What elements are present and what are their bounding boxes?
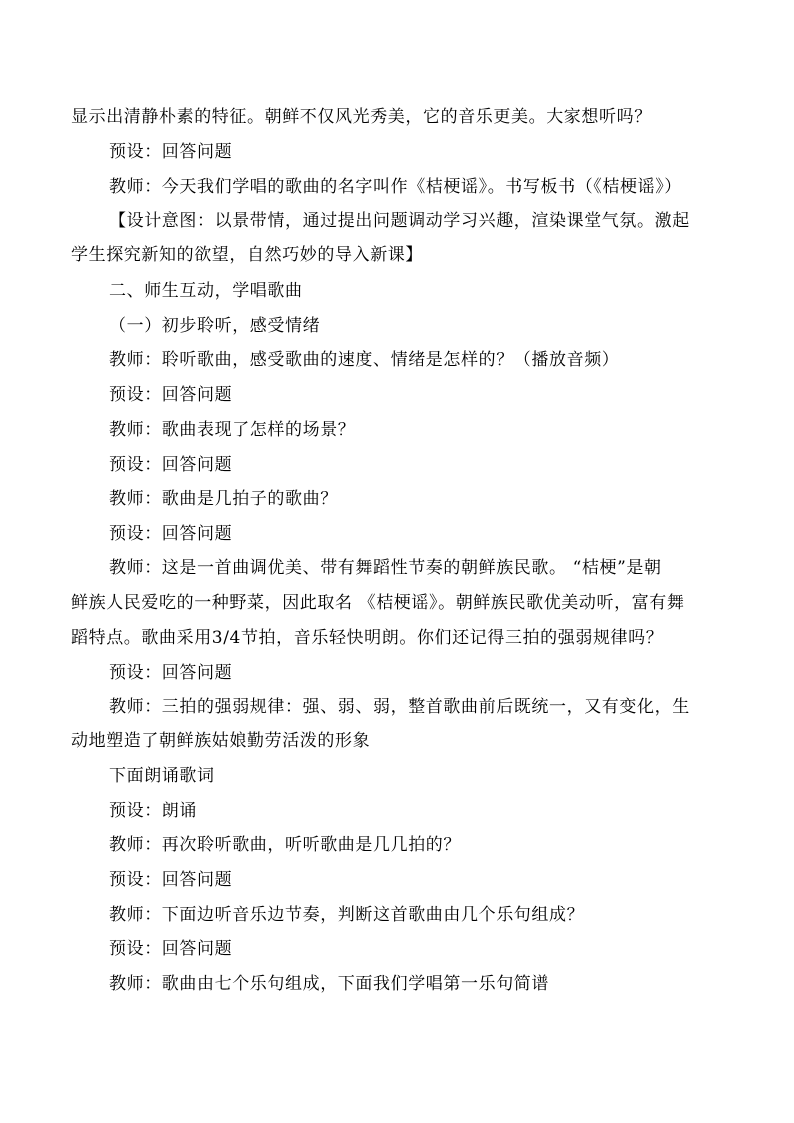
- text-line: 教师：这是一首曲调优美、带有舞蹈性节奏的朝鲜族民歌。 “桔梗”是朝: [109, 558, 662, 578]
- text-line: 教师：今天我们学唱的歌曲的名字叫作《桔梗谣》。书写板书（《桔梗谣》）: [109, 177, 682, 197]
- text-line: 预设：朗诵: [109, 801, 197, 821]
- text-line: 蹈特点。歌曲采用3/4节拍，音乐轻快明朗。你们还记得三拍的强弱规律吗？: [71, 628, 664, 648]
- text-line: 预设：回答问题: [109, 385, 233, 405]
- subsection-heading: （一）初步聆听，感受情绪: [109, 316, 321, 336]
- text-line: 教师：歌曲是几拍子的歌曲？: [109, 489, 338, 509]
- text-line: 预设：回答问题: [109, 524, 233, 544]
- text-line: 预设：回答问题: [109, 870, 233, 890]
- text-line: 预设：回答问题: [109, 142, 233, 162]
- text-line: 教师：三拍的强弱规律：强、弱、弱，整首歌曲前后既统一，又有变化，生: [109, 697, 690, 717]
- text-line: 动地塑造了朝鲜族姑娘勤劳活泼的形象: [71, 731, 371, 751]
- text-line: 预设：回答问题: [109, 939, 233, 959]
- text-line: 学生探究新知的欲望，自然巧妙的导入新课】: [71, 245, 423, 265]
- text-line: 教师：歌曲由七个乐句组成，下面我们学唱第一乐句简谱: [109, 974, 549, 994]
- text-line: 教师：聆听歌曲，感受歌曲的速度、情绪是怎样的？（播放音频）: [109, 350, 620, 370]
- text-line: 教师：歌曲表现了怎样的场景？: [109, 420, 356, 440]
- text-line: 【设计意图：以景带情，通过提出问题调动学习兴趣，渲染课堂气氛。激起: [109, 211, 690, 231]
- text-line: 鲜族人民爱吃的一种野菜，因此取名 《桔梗谣》。朝鲜族民歌优美动听，富有舞: [71, 593, 685, 613]
- text-line: 教师：再次聆听歌曲，听听歌曲是几几拍的？: [109, 835, 461, 855]
- section-heading: 二、师生互动，学唱歌曲: [109, 281, 303, 301]
- text-line: 预设：回答问题: [109, 455, 233, 475]
- text-line: 预设：回答问题: [109, 663, 233, 683]
- text-line: 显示出清静朴素的特征。朝鲜不仅风光秀美，它的音乐更美。大家想听吗？: [71, 107, 652, 127]
- text-line: 下面朗诵歌词: [109, 766, 215, 786]
- text-line: 教师：下面边听音乐边节奏，判断这首歌曲由几个乐句组成？: [109, 905, 585, 925]
